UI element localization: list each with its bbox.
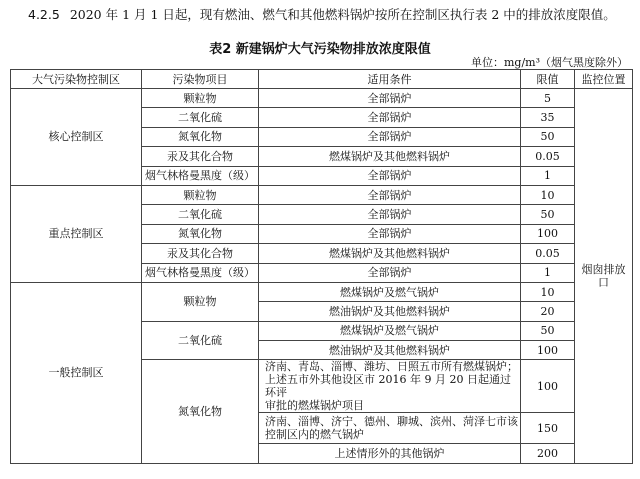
header-limit: 限值 [521,70,575,89]
pollutant-cell: 氮氧化物 [142,224,259,243]
limit-cell: 20 [521,302,575,321]
pollutant-cell: 二氧化硫 [142,108,259,127]
limit-cell: 150 [521,413,575,444]
pollutant-cell: 颗粒物 [142,89,259,108]
limit-cell: 35 [521,108,575,127]
limit-cell: 50 [521,205,575,224]
limit-cell: 0.05 [521,147,575,166]
limit-cell: 50 [521,321,575,340]
condition-cell: 上述情形外的其他锅炉 [259,444,521,463]
limit-cell: 100 [521,360,575,413]
pollutant-cell: 二氧化硫 [142,321,259,360]
pollutant-cell: 氮氧化物 [142,127,259,146]
zone-cell: 一般控制区 [11,282,142,463]
header-zone: 大气污染物控制区 [11,70,142,89]
pollutant-cell: 烟气林格曼黑度（级） [142,263,259,282]
condition-cell: 全部锅炉 [259,108,521,127]
header-monitor: 监控位置 [575,70,633,89]
condition-line: 审批的燃煤锅炉项目 [265,399,364,413]
pollutant-cell: 二氧化硫 [142,205,259,224]
pollutant-cell: 烟气林格曼黑度（级） [142,166,259,185]
limit-cell: 1 [521,263,575,282]
condition-cell-multiline [259,413,521,444]
pollutant-cell: 汞及其化合物 [142,147,259,166]
header-condition: 适用条件 [259,70,521,89]
condition-line: 济南、青岛、淄博、潍坊、日照五市所有燃煤锅炉； [265,360,518,374]
intro-paragraph [28,6,628,24]
monitor-cell: 烟囱排放口 [575,89,633,464]
table-row [11,185,633,204]
limit-cell: 10 [521,282,575,301]
condition-cell: 燃煤锅炉及其他燃料锅炉 [259,244,521,263]
limit-cell: 50 [521,127,575,146]
limit-cell: 0.05 [521,244,575,263]
emission-limits-table [10,69,633,464]
condition-cell: 燃煤锅炉及其他燃料锅炉 [259,147,521,166]
limit-cell: 200 [521,444,575,463]
limit-cell: 100 [521,341,575,360]
condition-cell: 全部锅炉 [259,185,521,204]
condition-cell: 燃煤锅炉及燃气锅炉 [259,282,521,301]
condition-cell: 全部锅炉 [259,205,521,224]
condition-cell: 燃油锅炉及其他燃料锅炉 [259,341,521,360]
zone-cell: 重点控制区 [11,185,142,282]
table-row [11,282,633,301]
condition-cell: 全部锅炉 [259,263,521,282]
condition-cell: 全部锅炉 [259,89,521,108]
table-row [11,89,633,108]
condition-line: 控制区内的燃气锅炉 [265,428,364,442]
limit-cell: 1 [521,166,575,185]
limit-cell: 100 [521,224,575,243]
section-number: 4.2.5 [28,7,60,22]
pollutant-cell: 颗粒物 [142,185,259,204]
pollutant-cell: 颗粒物 [142,282,259,321]
intro-text: 2020 年 1 月 1 日起，现有燃油、燃气和其他燃料锅炉按所在控制区执行表 2 中的排放浓度限值。 [69,7,616,22]
condition-cell: 全部锅炉 [259,127,521,146]
condition-cell-multiline [259,360,521,413]
condition-cell: 全部锅炉 [259,224,521,243]
header-pollutant: 污染物项目 [142,70,259,89]
unit-note: 单位：mg/m³（烟气黑度除外） [470,56,628,69]
limit-cell: 5 [521,89,575,108]
condition-cell: 全部锅炉 [259,166,521,185]
condition-line: 济南、淄博、济宁、德州、聊城、滨州、菏泽七市该 [265,415,518,429]
table-header-row [11,70,633,89]
condition-cell: 燃煤锅炉及燃气锅炉 [259,321,521,340]
limit-cell: 10 [521,185,575,204]
condition-cell: 燃油锅炉及其他燃料锅炉 [259,302,521,321]
table-title: 表2 新建锅炉大气污染物排放浓度限值 [209,42,431,57]
zone-cell: 核心控制区 [11,89,142,186]
condition-line: 上述五市外其他设区市 2016 年 9 月 20 日起通过环评 [265,373,511,400]
pollutant-cell: 氮氧化物 [142,360,259,463]
pollutant-cell: 汞及其化合物 [142,244,259,263]
